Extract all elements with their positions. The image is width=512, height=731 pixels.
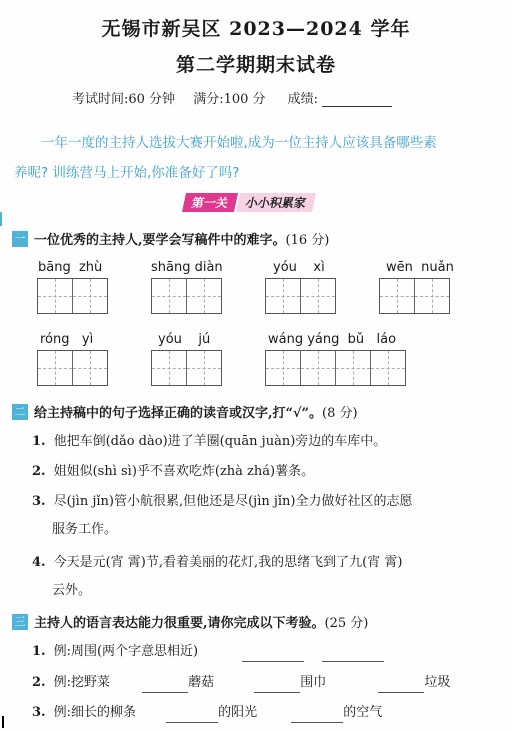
q3-item-2: 2. 例:挖野菜 蘑菇 围巾 垃圾	[32, 673, 450, 693]
answer-blank[interactable]	[378, 692, 424, 693]
answer-blank[interactable]	[322, 661, 384, 662]
pinyin-4: wēn nuǎn	[386, 260, 454, 275]
pinyin-6: yóu jú	[158, 332, 211, 347]
result-blank[interactable]	[322, 106, 392, 107]
intro-text	[14, 128, 504, 188]
result-label: 成绩:	[287, 92, 319, 107]
question-1-heading	[12, 228, 329, 248]
answer-blank[interactable]	[254, 692, 300, 693]
level-banner	[184, 192, 314, 212]
question-number: 二	[12, 404, 28, 420]
char-box-2[interactable]	[151, 278, 222, 314]
answer-blank[interactable]	[166, 722, 218, 723]
char-box-6[interactable]	[151, 350, 222, 386]
intro-line1: 一年一度的主持人选拔大赛开始啦,成为一位主持人应该具备哪些素	[41, 135, 437, 151]
pinyin-7: wáng yáng bǔ láo	[268, 332, 397, 347]
pinyin-1: bāng zhù	[38, 260, 103, 275]
time-label: 考试时间:60 分钟	[72, 92, 176, 107]
question-text: 一位优秀的主持人,要学会写稿件中的难字。(16 分)	[34, 233, 330, 248]
question-text: 主持人的语言表达能力很重要,请你完成以下考验。(25 分)	[34, 616, 369, 631]
margin-tick	[0, 212, 2, 226]
q2-item-2: 2. 姐姐似(shì sì)乎不喜欢吃炸(zhà zhá)薯条。	[32, 464, 315, 479]
char-box-4[interactable]	[379, 278, 450, 314]
pinyin-2: shāng diàn	[151, 260, 223, 275]
question-2-heading	[12, 401, 358, 421]
score-label: 满分:100 分	[193, 92, 266, 107]
q2-item-3-cont: 服务工作。	[52, 522, 118, 537]
q3-item-1: 1. 例:周围(两个字意思相近)	[32, 642, 384, 662]
char-box-5[interactable]	[37, 350, 108, 386]
text-cursor	[2, 716, 4, 728]
pinyin-5: róng yì	[40, 332, 94, 347]
exam-title-line2: 第二学期期末试卷	[175, 54, 336, 76]
exam-meta	[72, 88, 392, 107]
answer-blank[interactable]	[291, 722, 343, 723]
exam-title-line1: 无锡市新吴区 2023—2024 学年	[101, 18, 411, 40]
q2-item-3: 3. 尽(jìn jǐn)管小航很累,但他还是尽(jìn jǐn)全力做好社区的志愿	[32, 494, 413, 509]
question-3-heading	[12, 611, 368, 631]
question-text: 给主持稿中的句子选择正确的读音或汉字,打“√”。(8 分)	[34, 406, 358, 421]
answer-blank[interactable]	[242, 661, 304, 662]
answer-blank[interactable]	[142, 692, 188, 693]
q2-item-4: 4. 今天是元(宵 霄)节,看着美丽的花灯,我的思绪飞到了九(宵 霄)	[32, 555, 403, 570]
pinyin-3: yóu xì	[273, 260, 325, 275]
char-box-7[interactable]	[265, 350, 406, 386]
char-box-3[interactable]	[265, 278, 336, 314]
question-number: 一	[12, 231, 28, 247]
char-box-1[interactable]	[37, 278, 108, 314]
question-number: 三	[12, 614, 28, 630]
intro-line2: 养呢? 训练营马上开始,你准备好了吗?	[14, 165, 240, 181]
q2-item-1: 1. 他把车倒(dǎo dào)进了羊圈(quān juàn)旁边的车库中。	[32, 434, 387, 449]
q2-item-4-cont: 云外。	[52, 583, 92, 598]
level-name: 小小积累家	[236, 193, 316, 212]
level-tag: 第一关	[182, 193, 238, 212]
q3-item-3: 3. 例:细长的柳条 的阳光 的空气	[32, 703, 382, 723]
